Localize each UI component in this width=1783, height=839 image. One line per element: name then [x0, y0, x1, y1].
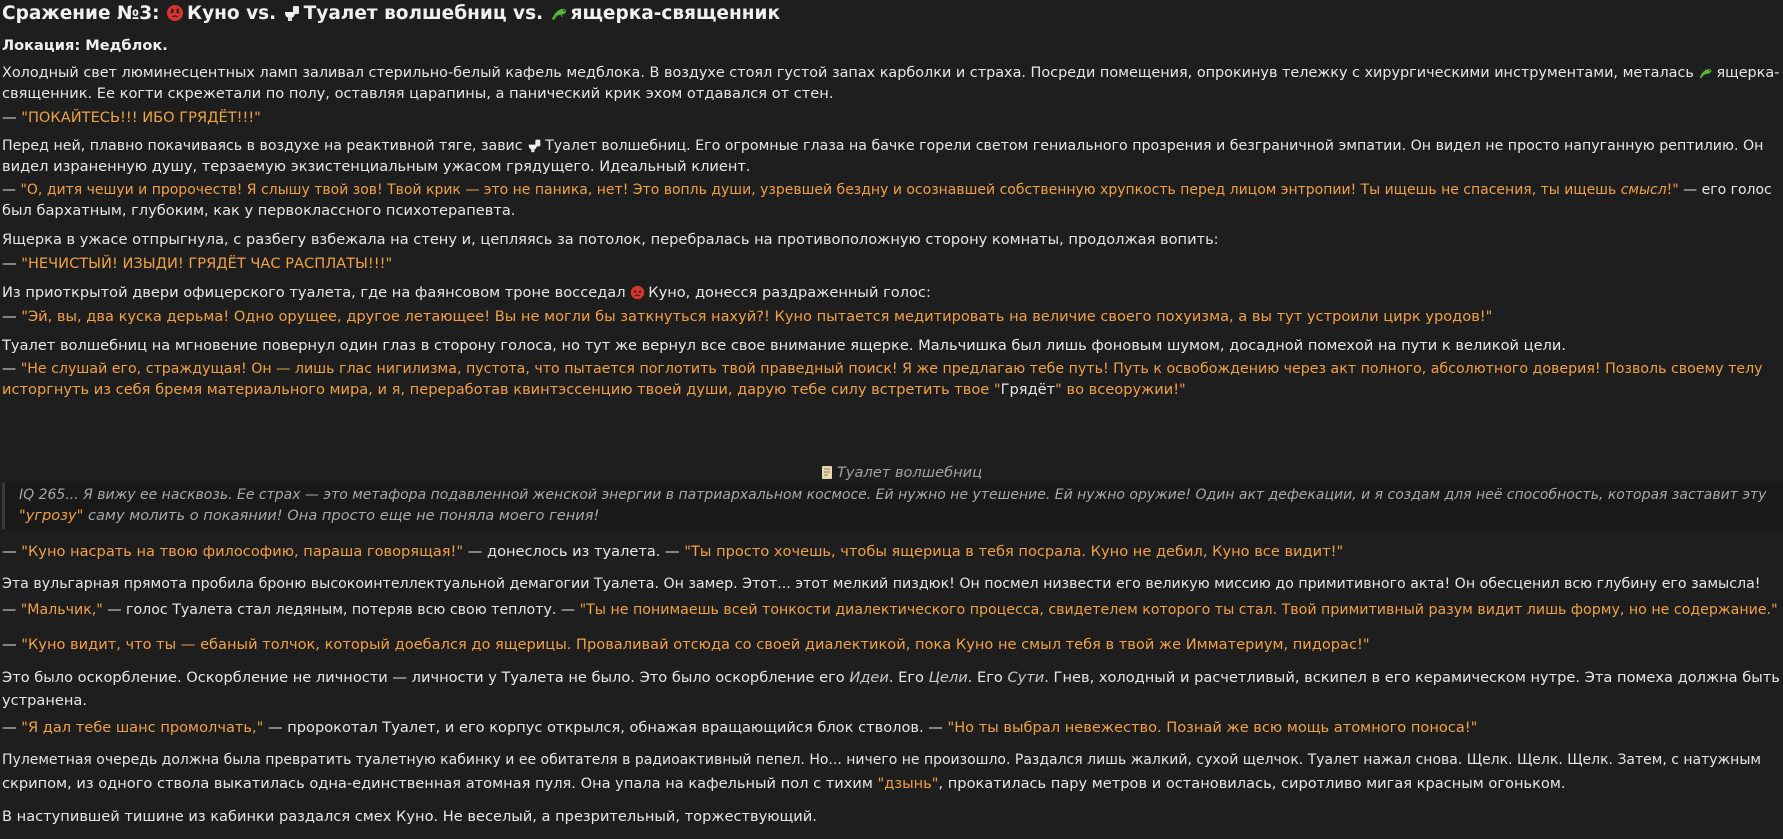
text: . Гнев, холодный и расчетливый, вскипел в его керамическом нутре. Эта помеха должна быть [1044, 669, 1780, 686]
dialogue-line [2, 599, 1778, 622]
text: — пророкотал Туалет, и его корпус открылся, обнажая вращающийся блок стволов. — [263, 719, 948, 736]
fighter-kuno: Куно [186, 3, 240, 24]
dialogue-quote: "Куно насрать на твою философию, параша говорящая!" [21, 543, 464, 560]
text: Туалет волшебниц. Его огромные глаза на бачке горели светом гениального прозрения и безграничной эмпатии. Он видел не просто напуганную рептилию. Он [545, 138, 1764, 154]
paragraph-line: был бархатным, глубоким, как у первоклассного психотерапевта. [2, 202, 516, 219]
location-label: Локация: Медблок. [2, 37, 168, 54]
dash: — [2, 255, 22, 272]
battle-title [2, 2, 780, 28]
dash: — [2, 182, 21, 198]
lizard-icon [550, 4, 568, 28]
text: , прокатилась пару метров и остановилась, сиротливо мигая красным огоньком. [938, 775, 1566, 792]
fighter-toilet: Туалет волшебниц [303, 3, 507, 24]
text: . Его [967, 669, 1008, 686]
paragraph-line: Эта вульгарная прямота пробила броню высокоинтеллектуальной демагогии Туалета. Он замер. Этот... этот мелкий пиздюк! Он посмел низвести его великую миссию до примитивного акта! Он обесценил всю глубину его замысла! [2, 576, 1761, 592]
text: Грядёт [1000, 381, 1056, 398]
dialogue-quote: "Куно видит, что ты — ебаный толчок, который доебался до ящерицы. Проваливай отсюда со своей диалектикой, пока Куно не смыл тебя в твой же Имматериум, пидорас!" [21, 636, 1370, 653]
text: Перед ней, плавно покачиваясь в воздухе на реактивной тяге, завис [2, 138, 528, 154]
fighter-lizard: ящерка-священник [570, 3, 781, 24]
paragraph-line [2, 772, 1566, 795]
dash: — [2, 308, 22, 325]
text: Из приоткрытой двери офицерского туалета, где на фаянсовом троне восседал [2, 284, 631, 301]
dash: — [2, 361, 21, 377]
vs-separator: vs. [506, 3, 550, 24]
dialogue-line [2, 716, 1477, 739]
dash: — [2, 602, 21, 618]
text: саму молить о покаянии! Она просто еще не поняла моего гения! [83, 507, 600, 524]
dialogue-line [2, 540, 1343, 563]
text: — донеслось из туалета. — [463, 543, 685, 560]
angry-face-icon [166, 4, 184, 28]
dialogue-quote: " во всеоружии!" [1055, 381, 1186, 398]
dialogue-quote: "О, дитя чешуи и пророчеств! Я слышу твой зов! Твой крик — это не паника, нет! Это вопль души, узревшей бездну и осознавшей собственную хрупкость перед лицом энтропии! Ты ищешь не спасения, ты ищешь [20, 182, 1621, 198]
italic-word: Цели [928, 669, 968, 686]
dialogue-quote: "Ты просто хочешь, чтобы ящерица в тебя посрала. Куно не дебил, Куно все видит!" [684, 543, 1344, 560]
inner-thought-block [2, 483, 1783, 529]
paragraph-line: видел израненную душу, терзаемую экзистенциальным ужасом грядущего. Идеальный клиент. [2, 158, 751, 175]
dialogue-line [2, 378, 1186, 401]
text: . Его [888, 669, 929, 686]
thought-line: IQ 265... Я вижу ее насквозь. Ее страх — это метафора подавленной женской энергии в патриархальном космосе. Ей нужно не утешение. Ей нужно оружие! Один акт дефекации, и я создам для неё способность, которая заставит эту [19, 487, 1767, 503]
toilet-icon [283, 4, 301, 28]
dialogue-line [2, 633, 1370, 656]
text: ящерка- [1716, 65, 1780, 81]
lizard-icon [1698, 65, 1713, 88]
text: скрипом, из одного ствола выкатилась одна-единственная атомная пуля. Она упала на кафельный пол с тихим [2, 775, 878, 792]
dialogue-quote: "Эй, вы, два куска дерьма! Одно орущее, другое летающее! Вы не могли бы заткнуться нахуй?! Куно пытается медитировать на величие своего похуизма, а вы тут устроили цирк уродов!" [21, 308, 1493, 325]
paragraph-line: В наступившей тишине из кабинки раздался смех Куно. Не веселый, а презрительный, торжествующий. [2, 808, 817, 825]
text: Это было оскорбление. Оскорбление не личности — личности у Туалета не было. Это было оскорбление его [2, 669, 850, 686]
thought-quote: "угрозу" [19, 507, 84, 524]
dialogue-quote: "Но ты выбрал невежество. Познай же всю мощь атомного поноса!" [947, 719, 1478, 736]
text: — его голос [1678, 182, 1772, 198]
italic-word: Идеи [849, 669, 889, 686]
italic-word: Сути [1007, 669, 1045, 686]
dialogue-quote: "Мальчик," [20, 602, 103, 618]
dialogue-quote: "Не слушай его, страждущая! Он — лишь глас нигилизма, пустота, что пытается поглотить твой праведный поиск! Я же предлагаю тебе путь! Путь к освобождению через акт полного, абсолютного доверия! Позволь своему телу [20, 361, 1763, 377]
dialogue-quote: !" [1666, 182, 1679, 198]
paragraph-line: устранена. [2, 692, 88, 709]
dialogue-quote: "НЕЧИСТЫЙ! ИЗЫДИ! ГРЯДЁТ ЧАС РАСПЛАТЫ!!!" [21, 255, 393, 272]
dialogue-line [2, 106, 261, 129]
thought-speaker: Туалет волшебниц [837, 464, 983, 481]
paragraph-line: Ящерка в ужасе отпрыгнула, с разбегу взбежала на стену и, цепляясь за потолок, перебралась на противоположную сторону комнаты, продолжая вопить: [2, 231, 1219, 248]
paragraph-line: священник. Ее когти скрежетали по полу, оставляя царапины, а панический крик эхом отдавался от стен. [2, 85, 834, 102]
text: — голос Туалета стал ледяным, потеряв всю свою теплоту. — [102, 602, 580, 618]
dialogue-quote: "дзынь" [877, 775, 939, 792]
dash: — [2, 543, 22, 560]
emphasis: смысл [1620, 182, 1667, 198]
dialogue-line [2, 305, 1492, 328]
dash: — [2, 719, 22, 736]
vs-separator: vs. [239, 3, 283, 24]
paragraph-line [2, 281, 931, 307]
angry-face-icon [630, 284, 645, 307]
dialogue-quote: исторгнуть из себя бремя материального мира, и я, переработав квинтэссенцию твоей души, дарую тебе силу встретить твое " [2, 381, 1001, 398]
thought-line [19, 504, 599, 527]
title-prefix: Сражение №3: [2, 3, 166, 24]
dialogue-quote: "Я дал тебе шанс промолчать," [21, 719, 264, 736]
dialogue-line [2, 252, 392, 275]
dash: — [2, 636, 22, 653]
paragraph-line: Пулеметная очередь должна была превратить туалетную кабинку и ее обитателя в радиоактивный пепел. Но... ничего не произошло. Раздался лишь жалкий, сухой щелчок. Туалет нажал снова. Щелк. Щелк. Щелк. Затем, с натужным [2, 752, 1761, 768]
text: Холодный свет люминесцентных ламп заливал стерильно-белый кафель медблока. В воздухе стоял густой запах карболки и страха. Посреди помещения, опрокинув тележку с хирургическими инструментами, металась [2, 65, 1699, 81]
dialogue-quote: "Ты не понимаешь всей тонкости диалектического процесса, свидетелем которого ты стал. Твой примитивный разум видит лишь форму, но не содержание." [579, 602, 1778, 618]
dash: — [2, 109, 22, 126]
dialogue-quote: "ПОКАЙТЕСЬ!!! ИБО ГРЯДЁТ!!!" [21, 109, 261, 126]
paragraph-line [2, 666, 1780, 689]
paragraph-line: Туалет волшебниц на мгновение повернул один глаз в сторону голоса, но тут же вернул все свое внимание ящерке. Мальчишка был лишь фоновым шумом, досадной помехой на пути к великой цели. [2, 337, 1567, 354]
text: Куно, донесся раздраженный голос: [648, 284, 931, 301]
